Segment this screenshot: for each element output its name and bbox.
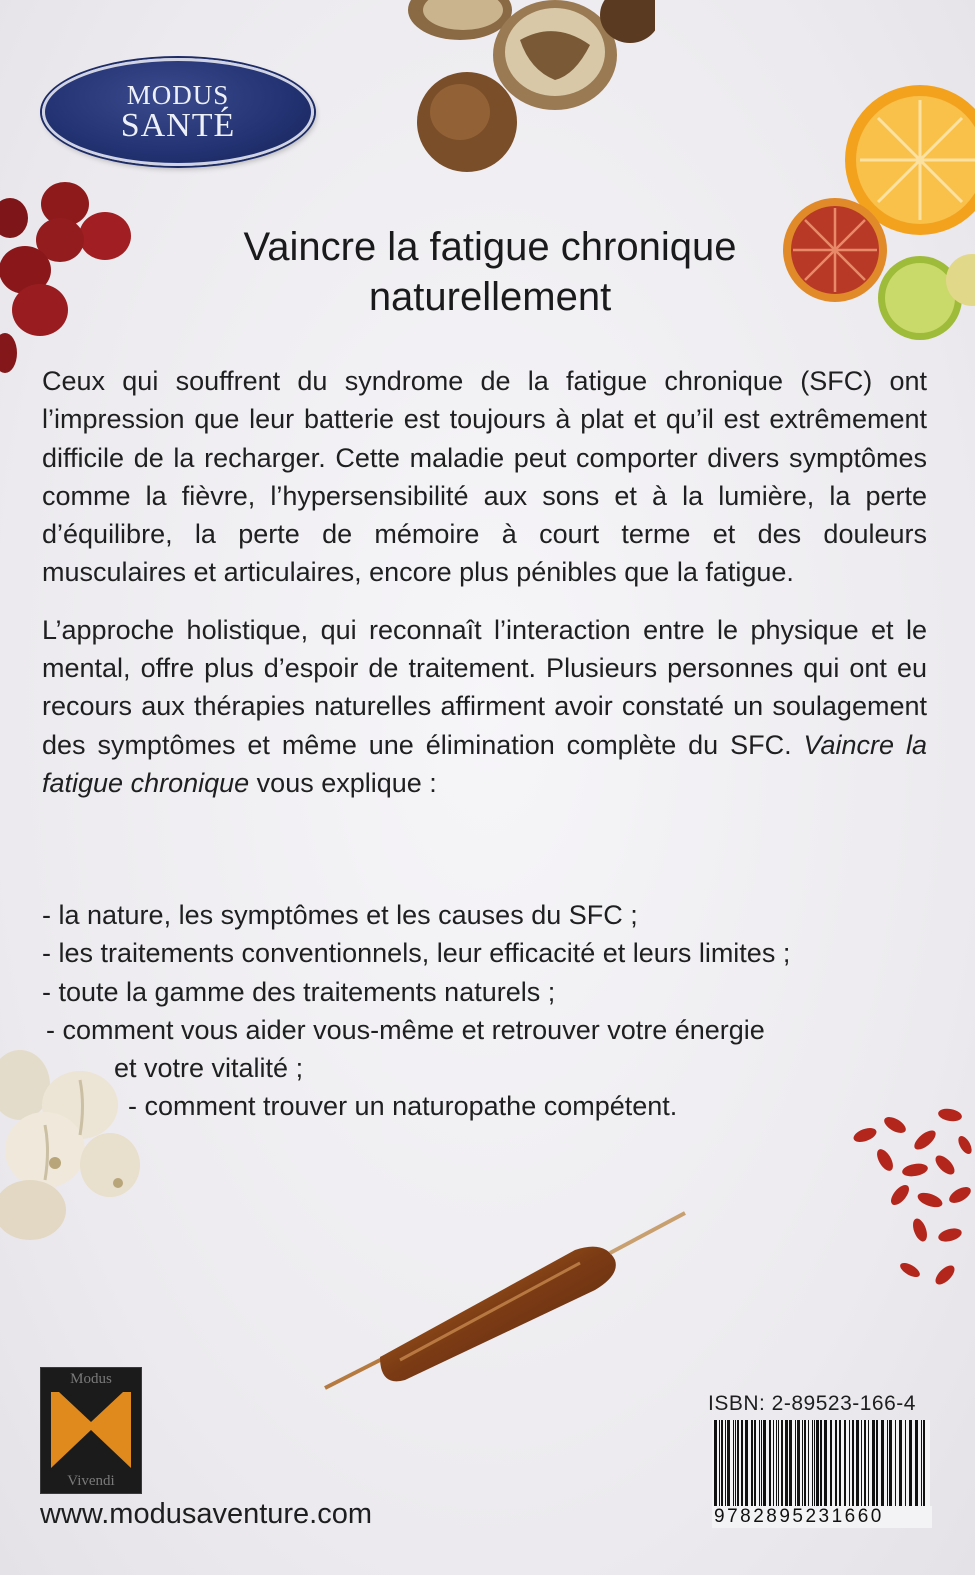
list-item: - la nature, les symptômes et les causes du SFC ;	[42, 900, 638, 930]
barcode-bar	[812, 1420, 813, 1506]
barcode-bar	[714, 1420, 717, 1506]
website-url: www.modusaventure.com	[40, 1498, 373, 1530]
nuts-image	[405, 0, 655, 175]
paragraph-2-start: L’approche holistique, qui reconnaît l’interaction entre le physique et le mental, offre plus d’espoir de traitement. Plusieurs personnes qui ont eu recours aux thérapies naturelles affirment avoir constaté un soulagement des symptômes et même une élimination complète du SFC.	[42, 614, 927, 760]
barcode-bar	[802, 1420, 803, 1506]
ampoule-image	[320, 1205, 690, 1395]
isbn: ISBN: 2-89523-166-4	[708, 1392, 916, 1415]
barcode-bar	[830, 1420, 832, 1506]
list-item: - comment vous aider vous-même et retrouver votre énergie	[46, 1014, 765, 1045]
paragraph-1: Ceux qui souffrent du syndrome de la fatigue chronique (SFC) ont l’impression que leur batterie est toujours à plat et qu’il est extrêmement difficile de la recharger. Cette maladie peut comporter divers symptômes comme la fièvre, l’hypersensibilité aux sons et à la lumière, la perte d’équilibre, la perte de mémoire à court terme et des douleurs musculaires et articulaires, encore plus pénibles que la fatigue.	[42, 366, 927, 588]
barcode-bar	[835, 1420, 837, 1506]
barcode-bar	[820, 1420, 822, 1506]
barcode-bar	[909, 1420, 912, 1506]
barcode-bar	[849, 1420, 850, 1506]
list-item: - toute la gamme des traitements naturels ;	[42, 976, 556, 1007]
barcode-bar	[778, 1420, 779, 1506]
barcode-bar	[735, 1420, 736, 1506]
barcode-bar	[776, 1420, 777, 1506]
barcode-bar	[881, 1420, 884, 1506]
barcode-bar	[721, 1420, 723, 1506]
description	[42, 362, 927, 821]
barcode-bar	[751, 1420, 753, 1506]
barcode-bar	[795, 1420, 796, 1506]
barcode-bar	[905, 1420, 906, 1506]
barcode-bar	[839, 1420, 841, 1506]
barcode-bar	[804, 1420, 806, 1506]
barcode-bar	[899, 1420, 902, 1506]
barcode-bar	[923, 1420, 925, 1506]
paragraph-2-italic-title: Vaincre la fatigue chronique	[42, 729, 927, 798]
barcode-bar	[921, 1420, 922, 1506]
list-item: - les traitements conventionnels, leur efficacité et leurs limites ;	[42, 938, 791, 969]
barcode-bar	[868, 1420, 869, 1506]
barcode-bar	[763, 1420, 766, 1506]
list-item-continuation: et votre vitalité ;	[114, 1053, 304, 1084]
modus-vivendi-logo	[40, 1367, 142, 1494]
barcode-bar	[727, 1420, 730, 1506]
barcode-bar	[861, 1420, 862, 1506]
logo-line1: MODUS	[126, 80, 230, 110]
barcode-bar	[789, 1420, 792, 1506]
publisher-bottom-text: Vivendi	[67, 1473, 115, 1489]
barcode-bar	[876, 1420, 878, 1506]
barcode-bar	[761, 1420, 762, 1506]
barcode-bar	[797, 1420, 800, 1506]
barcode-bar	[864, 1420, 866, 1506]
barcode-digits: 9782895231660	[712, 1506, 932, 1528]
modus-sante-logo	[42, 58, 314, 166]
barcode-bar	[737, 1420, 739, 1506]
barcode-bar	[741, 1420, 743, 1506]
barcode-bar	[872, 1420, 875, 1506]
topics-list	[42, 896, 942, 1126]
barcode-bar	[856, 1420, 859, 1506]
barcode-bar	[754, 1420, 756, 1506]
barcode-bar	[745, 1420, 748, 1506]
barcode-bar	[814, 1420, 815, 1506]
book-title	[150, 222, 830, 322]
barcode-bar	[785, 1420, 788, 1506]
publisher-m-icon	[51, 1392, 131, 1468]
barcode-bar	[889, 1420, 892, 1506]
paragraph-2-end: vous explique :	[256, 767, 437, 798]
logo-line2: SANTÉ	[120, 107, 236, 144]
barcode-bar	[824, 1420, 827, 1506]
red-pills-image	[0, 178, 135, 378]
barcode-bar	[773, 1420, 774, 1506]
barcode-bar	[808, 1420, 809, 1506]
barcode-bar	[844, 1420, 846, 1506]
paragraph-2	[42, 611, 927, 802]
barcode-bar	[759, 1420, 760, 1506]
barcode-bar	[733, 1420, 734, 1506]
barcode-bar	[852, 1420, 854, 1506]
title-line1: Vaincre la fatigue chronique	[243, 225, 737, 269]
list-item: - comment trouver un naturopathe compétent.	[128, 1091, 678, 1122]
publisher-top-text: Modus	[70, 1371, 112, 1387]
barcode-bar	[719, 1420, 720, 1506]
barcode-bar	[895, 1420, 896, 1506]
barcode-bars	[712, 1420, 930, 1506]
barcode-bar	[781, 1420, 783, 1506]
barcode-bar	[915, 1420, 918, 1506]
barcode-bar	[816, 1420, 819, 1506]
barcode-bar	[769, 1420, 771, 1506]
title-line2: naturellement	[368, 275, 612, 319]
barcode-bar	[725, 1420, 726, 1506]
barcode-bar	[887, 1420, 888, 1506]
